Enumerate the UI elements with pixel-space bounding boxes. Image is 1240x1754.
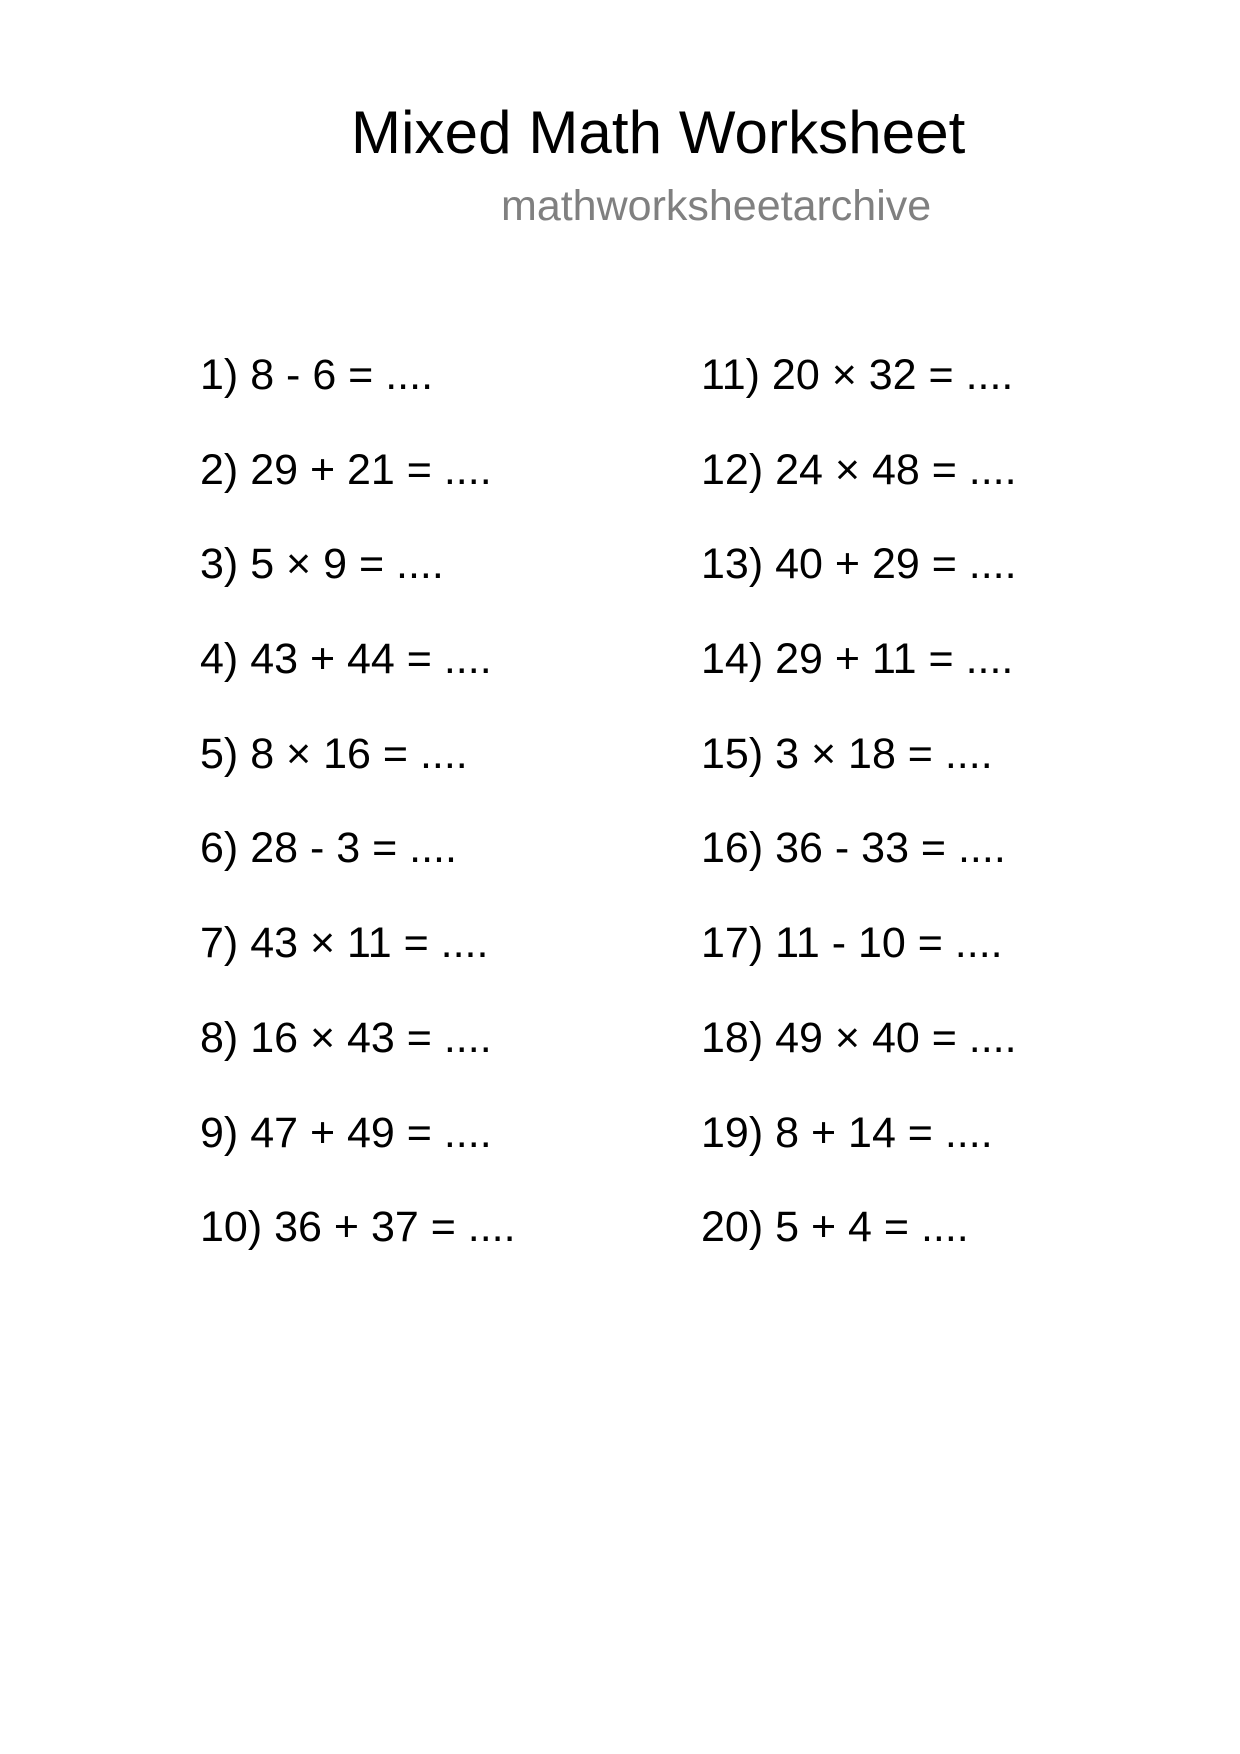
problem-number: 15) [701, 729, 764, 778]
problem-number: 11) [701, 351, 760, 399]
problem-7 [200, 917, 516, 1012]
problem-number: 7) [200, 919, 239, 968]
problem-number: 6) [200, 824, 239, 873]
problem-10 [200, 1201, 516, 1296]
problem-number: 12) [701, 445, 764, 494]
problem-number: 8) [200, 1013, 239, 1062]
problem-expression: 36 - 33 = .... [775, 824, 1006, 873]
problem-number: 17) [701, 919, 764, 968]
problem-expression: 29 + 11 = .... [775, 635, 1014, 684]
problem-number: 5) [200, 729, 239, 778]
problem-13 [701, 538, 1017, 633]
problem-1 [200, 349, 516, 444]
problem-expression: 24 × 48 = .... [775, 445, 1017, 494]
problem-17 [701, 917, 1017, 1012]
problem-expression: 36 + 37 = .... [274, 1203, 516, 1252]
problem-19 [701, 1107, 1017, 1202]
problem-expression: 28 - 3 = .... [250, 824, 457, 873]
problem-5 [200, 728, 516, 823]
problem-16 [701, 822, 1017, 917]
problem-20 [701, 1201, 1017, 1296]
problem-expression: 43 × 11 = .... [250, 919, 489, 968]
problem-number: 19) [701, 1108, 764, 1157]
problem-12 [701, 444, 1017, 539]
problem-expression: 43 + 44 = .... [250, 635, 492, 684]
problem-11 [701, 349, 1017, 444]
problem-expression: 49 × 40 = .... [775, 1013, 1017, 1062]
problem-number: 14) [701, 635, 764, 684]
problem-expression: 20 × 32 = .... [771, 351, 1014, 399]
problem-number: 18) [701, 1013, 764, 1062]
problem-number: 2) [200, 445, 239, 494]
problem-expression: 8 + 14 = .... [775, 1108, 993, 1157]
worksheet-title: Mixed Math Worksheet [351, 99, 966, 166]
problem-15 [701, 728, 1017, 823]
problem-expression: 8 - 6 = .... [250, 351, 434, 399]
problem-9 [200, 1107, 516, 1202]
problem-number: 16) [701, 824, 764, 873]
problem-expression: 16 × 43 = .... [250, 1013, 492, 1062]
problem-6 [200, 822, 516, 917]
problem-expression: 3 × 18 = .... [775, 729, 993, 778]
problems-column-right [701, 349, 1017, 1296]
problem-expression: 40 + 29 = .... [775, 540, 1017, 589]
problem-expression: 8 × 16 = .... [250, 729, 468, 778]
problem-expression: 47 + 49 = .... [250, 1108, 492, 1157]
problem-18 [701, 1012, 1017, 1107]
problem-number: 20) [701, 1203, 764, 1252]
problem-number: 13) [701, 540, 764, 589]
problem-8 [200, 1012, 516, 1107]
worksheet-source: mathworksheetarchive [501, 182, 932, 230]
problem-4 [200, 633, 516, 728]
problem-expression: 29 + 21 = .... [250, 445, 492, 494]
problem-expression: 5 + 4 = .... [775, 1203, 969, 1252]
problem-expression: 11 - 10 = .... [775, 919, 1003, 968]
problem-number: 1) [200, 351, 239, 399]
problem-number: 10) [200, 1203, 263, 1252]
problem-number: 4) [200, 635, 239, 684]
problem-3 [200, 538, 516, 633]
problems-column-left [200, 349, 516, 1296]
problem-number: 9) [200, 1108, 239, 1157]
problem-expression: 5 × 9 = .... [250, 540, 444, 589]
problem-14 [701, 633, 1017, 728]
problem-number: 3) [200, 540, 239, 589]
problem-2 [200, 444, 516, 539]
